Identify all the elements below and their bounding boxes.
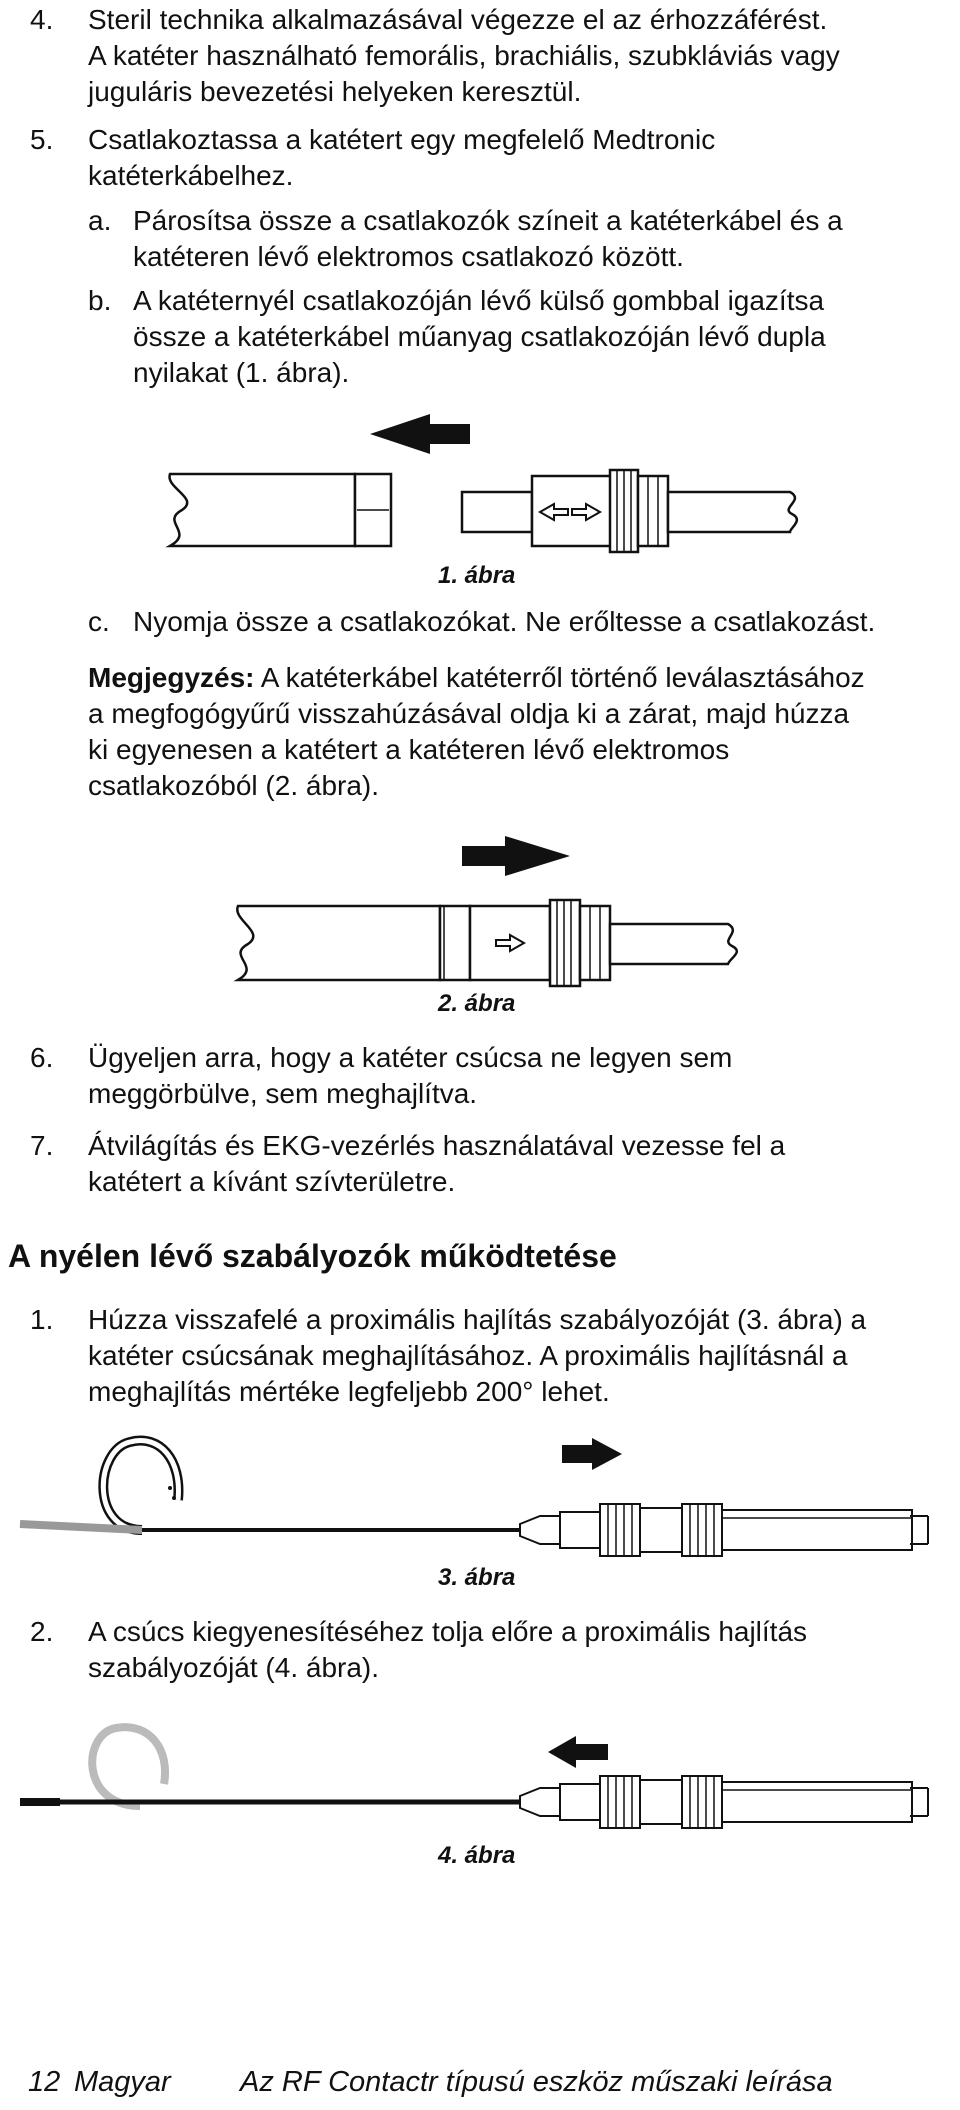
handle-step-1-number: 1. — [30, 1304, 54, 1335]
step-5-line-2: katéterkábelhez. — [88, 160, 294, 191]
figure-4-catheter-straight — [0, 1710, 960, 1860]
step-5b-line-2: össze a katéterkábel műanyag csatlakozóján lévő dupla — [133, 321, 826, 352]
step-5a-line-2: katéteren lévő elektromos csatlakozó között. — [133, 241, 684, 272]
figure-3-catheter-deflected — [0, 1420, 960, 1570]
step-4-number: 4. — [30, 4, 54, 35]
step-5b-label: b. — [88, 285, 112, 316]
handle-step-1-line-2: katéter csúcsának meghajlításához. A proximális hajlításnál a — [88, 1340, 848, 1371]
section-heading: A nyélen lévő szabályozók működtetése — [8, 1238, 617, 1274]
direction-arrow-right-icon — [562, 1438, 622, 1470]
handle-step-2-line-2: szabályozóját (4. ábra). — [88, 1652, 380, 1683]
handle-step-1-line-3: meghajlítás mértéke legfeljebb 200° lehet. — [88, 1376, 610, 1407]
handle-step-2-line-1: A csúcs kiegyenesítéséhez tolja előre a proximális hajlítás — [88, 1616, 808, 1647]
footer-page-number: 12 — [28, 2066, 61, 2098]
step-5c-label: c. — [88, 606, 110, 637]
figure-1-connector-diagram — [0, 400, 960, 570]
figure-3-caption: 3. ábra — [438, 1564, 516, 1591]
handle-step-1-line-1: Húzza visszafelé a proximális hajlítás szabályozóját (3. ábra) a — [88, 1304, 867, 1335]
step-7-line-1: Átvilágítás és EKG-vezérlés használatával vezesse fel a — [88, 1130, 786, 1161]
step-6-line-2: meggörbülve, sem meghajlítva. — [88, 1078, 478, 1109]
step-6-number: 6. — [30, 1042, 54, 1073]
footer-language: Magyar — [74, 2066, 171, 2098]
step-5c-text: Nyomja össze a csatlakozókat. Ne erőltesse a csatlakozást. — [133, 606, 876, 637]
step-5b-line-1: A katéternyél csatlakozóján lévő külső gombbal igazítsa — [133, 285, 825, 316]
step-4-line-3: juguláris bevezetési helyeken keresztül. — [88, 76, 582, 107]
step-5a-line-1: Párosítsa össze a csatlakozók színeit a katéterkábel és a — [133, 205, 843, 236]
step-5b-line-3: nyilakat (1. ábra). — [133, 357, 350, 388]
step-7-line-2: katétert a kívánt szívterületre. — [88, 1166, 456, 1197]
note-line-3: ki egyenesen a katétert a katéteren lévő elektromos — [88, 734, 730, 765]
step-5-line-1: Csatlakoztassa a katétert egy megfelelő Medtronic — [88, 124, 716, 155]
note-line-4: csatlakozóból (2. ábra). — [88, 770, 380, 801]
direction-arrow-right-icon — [462, 836, 570, 876]
figure-2-connector-diagram — [0, 820, 960, 1000]
step-5a-label: a. — [88, 205, 112, 236]
figure-1-caption: 1. ábra — [438, 562, 516, 589]
direction-arrow-left-icon — [370, 414, 470, 454]
note-label: Megjegyzés: — [88, 662, 255, 693]
step-6-line-1: Ügyeljen arra, hogy a katéter csúcsa ne legyen sem — [88, 1042, 733, 1073]
step-4-line-1: Steril technika alkalmazásával végezze el az érhozzáférést. — [88, 4, 828, 35]
note-line-1 — [88, 660, 865, 696]
figure-2-caption: 2. ábra — [438, 990, 516, 1017]
step-4-line-2: A katéter használható femorális, brachiális, szubkláviás vagy — [88, 40, 840, 71]
direction-arrow-left-icon — [548, 1736, 608, 1768]
figure-4-caption: 4. ábra — [438, 1842, 516, 1869]
handle-step-2-number: 2. — [30, 1616, 54, 1647]
step-7-number: 7. — [30, 1130, 54, 1161]
step-5-number: 5. — [30, 124, 54, 155]
note-line-2: a megfogógyűrű visszahúzásával oldja ki a zárat, majd húzza — [88, 698, 850, 729]
note-text-1: A katéterkábel katéterről történő leválasztásához — [254, 662, 865, 693]
footer-document-title: Az RF Contactr típusú eszköz műszaki leírása — [240, 2066, 833, 2098]
